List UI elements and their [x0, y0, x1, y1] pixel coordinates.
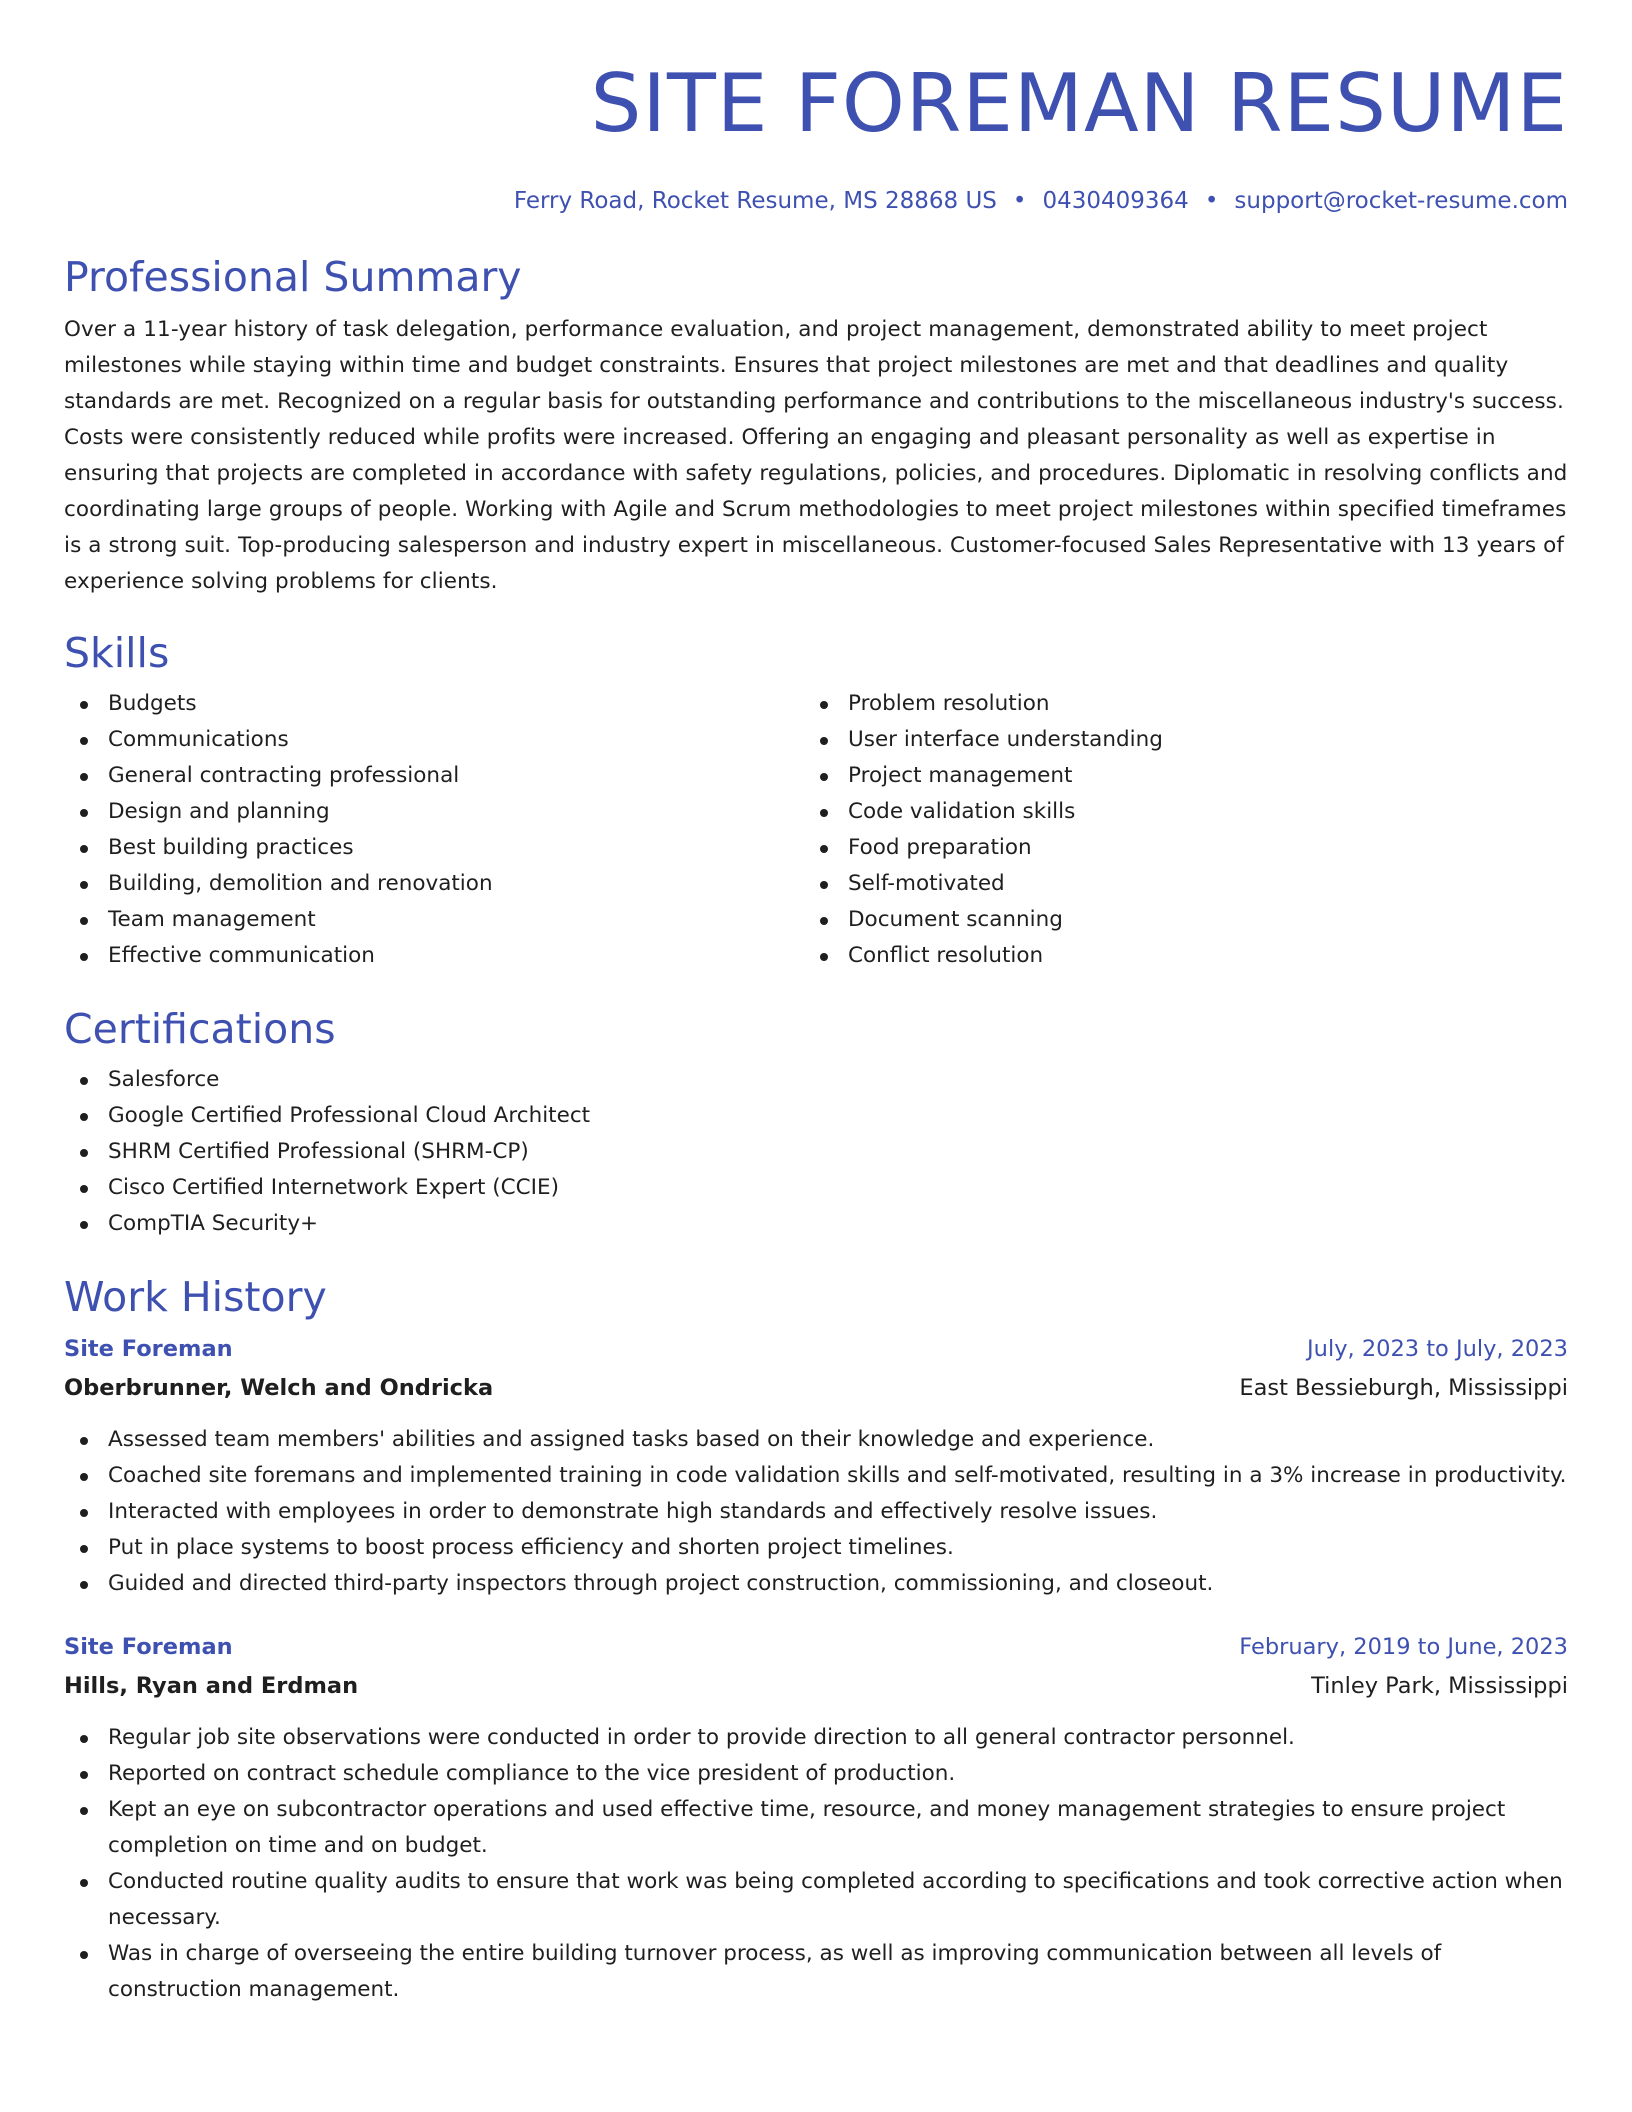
professional-summary-section — [64, 252, 1568, 600]
contact-phone: 0430409364 — [1042, 188, 1189, 214]
skill-item: Effective communication — [64, 938, 804, 974]
job-bullet: Coached site foremans and implemented training in code validation skills and self-motivated, resulting in a 3% increase in productivity. — [64, 1458, 1568, 1494]
job-entry — [64, 1628, 1568, 2008]
certifications-list — [64, 1062, 1568, 1242]
job-title: Site Foreman — [64, 1336, 233, 1362]
job-location: Tinley Park, Mississippi — [1311, 1673, 1568, 1699]
job-company-row — [64, 1369, 1568, 1408]
job-bullet: Interacted with employees in order to demonstrate high standards and effectively resolve issues. — [64, 1494, 1568, 1530]
job-bullet: Assessed team members' abilities and assigned tasks based on their knowledge and experience. — [64, 1422, 1568, 1458]
job-bullet: Reported on contract schedule compliance to the vice president of production. — [64, 1756, 1568, 1792]
job-title-row — [64, 1628, 1568, 1667]
skill-item: Code validation skills — [804, 794, 1564, 830]
skill-item: Design and planning — [64, 794, 804, 830]
skills-list-right — [804, 686, 1564, 974]
skill-item: Best building practices — [64, 830, 804, 866]
skills-section — [64, 628, 1568, 974]
skills-list-left — [64, 686, 804, 974]
skill-item: Problem resolution — [804, 686, 1564, 722]
skill-item: Communications — [64, 722, 804, 758]
certification-item: Salesforce — [64, 1062, 1568, 1098]
contact-separator: • — [1012, 188, 1027, 214]
skill-item: General contracting professional — [64, 758, 804, 794]
section-title-work-history: Work History — [64, 1273, 327, 1321]
skill-item: Project management — [804, 758, 1564, 794]
section-title-certifications: Certifications — [64, 1005, 336, 1053]
skill-item: Team management — [64, 902, 804, 938]
skill-item: Conflict resolution — [804, 938, 1564, 974]
skill-item: Self-motivated — [804, 866, 1564, 902]
job-entry — [64, 1330, 1568, 1602]
job-dates: July, 2023 to July, 2023 — [1307, 1336, 1568, 1362]
certification-item: Cisco Certified Internetwork Expert (CCIE) — [64, 1170, 1568, 1206]
contact-line — [64, 186, 1568, 216]
job-company: Hills, Ryan and Erdman — [64, 1673, 359, 1699]
job-bullet: Was in charge of overseeing the entire building turnover process, as well as improving communication between all levels of construction management. — [64, 1936, 1568, 2008]
section-title-skills: Skills — [64, 629, 170, 677]
job-location: East Bessieburgh, Mississippi — [1239, 1375, 1568, 1401]
work-history-section — [64, 1272, 1568, 2008]
certifications-section — [64, 1004, 1568, 1242]
job-dates: February, 2019 to June, 2023 — [1239, 1634, 1568, 1660]
job-bullet: Put in place systems to boost process efficiency and shorten project timelines. — [64, 1530, 1568, 1566]
skill-item: Food preparation — [804, 830, 1564, 866]
section-title-summary: Professional Summary — [64, 253, 522, 301]
job-bullet: Guided and directed third-party inspectors through project construction, commissioning, and closeout. — [64, 1566, 1568, 1602]
summary-text: Over a 11-year history of task delegation, performance evaluation, and project management, demonstrated ability to meet project milestones while staying within time and budget constraints. Ensures that project milestones are met and that deadlines and quality standards are met. Recognized on a regular basis for outstanding performance and contributions to the miscellaneous industry's success. Costs were consistently reduced while profits were increased. Offering an engaging and pleasant personality as well as expertise in ensuring that projects are completed in accordance with safety regulations, policies, and procedures. Diplomatic in resolving conflicts and coordinating large groups of people. Working with Agile and Scrum methodologies to meet project milestones within specified timeframes is a strong suit. Top-producing salesperson and industry expert in miscellaneous. Customer-focused Sales Representative with 13 years of experience solving problems for clients. — [64, 317, 1568, 594]
skills-grid — [64, 686, 1568, 974]
resume-header — [64, 56, 1568, 216]
resume-title: SITE FOREMAN RESUME — [590, 57, 1568, 150]
contact-separator: • — [1204, 188, 1219, 214]
job-company-row — [64, 1667, 1568, 1706]
job-title: Site Foreman — [64, 1634, 233, 1660]
job-bullets — [64, 1720, 1568, 2008]
contact-address: Ferry Road, Rocket Resume, MS 28868 US — [513, 188, 997, 214]
certification-item: SHRM Certified Professional (SHRM-CP) — [64, 1134, 1568, 1170]
certification-item: Google Certified Professional Cloud Architect — [64, 1098, 1568, 1134]
skill-item: Building, demolition and renovation — [64, 866, 804, 902]
job-company: Oberbrunner, Welch and Ondricka — [64, 1375, 494, 1401]
job-bullet: Conducted routine quality audits to ensure that work was being completed according to specifications and took corrective action when necessary. — [64, 1864, 1568, 1936]
job-title-row — [64, 1330, 1568, 1369]
job-bullets — [64, 1422, 1568, 1602]
skill-item: User interface understanding — [804, 722, 1564, 758]
skill-item: Budgets — [64, 686, 804, 722]
certification-item: CompTIA Security+ — [64, 1206, 1568, 1242]
skill-item: Document scanning — [804, 902, 1564, 938]
job-bullet: Regular job site observations were conducted in order to provide direction to all general contractor personnel. — [64, 1720, 1568, 1756]
contact-email[interactable]: support@rocket-resume.com — [1234, 188, 1568, 214]
job-bullet: Kept an eye on subcontractor operations and used effective time, resource, and money management strategies to ensure project completion on time and on budget. — [64, 1792, 1568, 1864]
